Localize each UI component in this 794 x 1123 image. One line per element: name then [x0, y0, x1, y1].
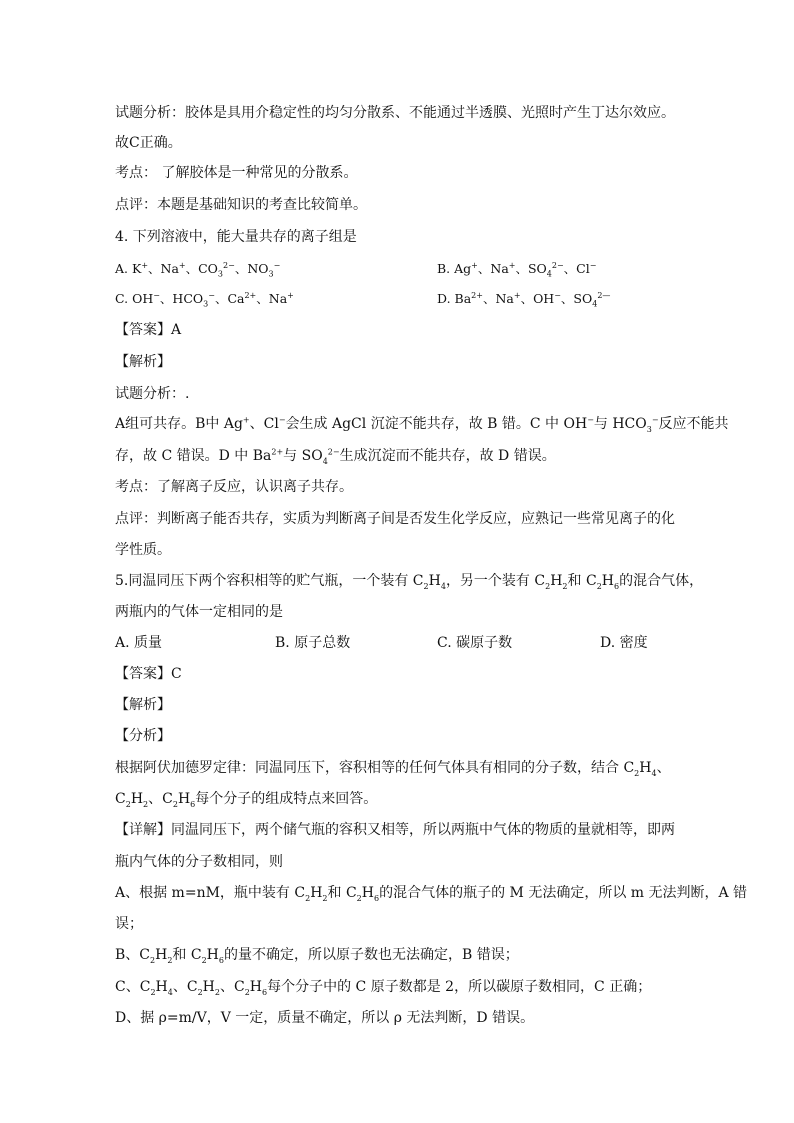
jiexi-label: 【解析】 [115, 354, 171, 370]
q4-option-d: D. $Ba^{2+}$、Na+、OH−、$SO_4^{2—}$ [437, 290, 611, 309]
kaodian-line: 考点：了解离子反应，认识离子共存。 [115, 479, 353, 495]
q5-option-d: D. 密度 [600, 635, 648, 651]
q5-option-c: C. 碳原子数 [437, 635, 513, 651]
analysis-line: 试题分析：胶体是具用介稳定性的均匀分散系、不能通过半透膜、光照时产生丁达尔效应。 [115, 105, 675, 121]
q5-option-b: B. 原子总数 [275, 635, 351, 651]
xiangjie-line: 【详解】同温同压下，两个储气瓶的容积又相等，所以两瓶中气体的物质的量就相等，即两 [115, 822, 675, 838]
q4-option-c: C. OH−、$HCO_3^-$、$Ca^{2+}$、Na+ [115, 290, 294, 309]
q5-detail-a: A、根据 m=nM，瓶中装有 $C_2H_2$和 $C_2H_6$的混合气体的瓶子的 M 无法确定，所以 m 无法判断，A 错 [115, 885, 748, 903]
q5-analysis-line: 根据阿伏加德罗定律：同温同压下，容积相等的任何气体具有相同的分子数，结合 $C_2H_4$、 [115, 760, 671, 778]
q5-detail-c: C、$C_2H_4$、$C_2H_2$、$C_2H_6$每个分子中的 C 原子数都是 2，所以碳原子数相同，C 正确； [115, 979, 652, 997]
q4-explanation-line: 存，故 C 错误。D 中 $Ba^{2+}$与 $SO_4^{2-}$生成沉淀而不能共存，故 D 错误。 [115, 447, 556, 466]
question-5-stem: 两瓶内的气体一定相同的是 [115, 604, 283, 620]
q4-explanation-line: A组可共存。B中 Ag+、Cl−会生成 AgCl 沉淀不能共存，故 B 错。C 中 OH−与 $HCO_3^-$反应不能共 [115, 415, 729, 434]
answer-label: 【答案】A [115, 322, 182, 338]
q5-analysis-line: $C_2H_2$、$C_2H_6$每个分子的组成特点来回答。 [115, 791, 378, 809]
answer-label: 【答案】C [115, 666, 182, 682]
question-4-stem: 4. 下列溶液中，能大量共存的离子组是 [115, 229, 357, 245]
q5-option-a: A. 质量 [115, 635, 163, 651]
question-5-stem: 5.同温同压下两个容积相等的贮气瓶，一个装有 $C_2H_4$，另一个装有 $C_2H_2$和 $C_2H_6$的混合气体， [115, 573, 704, 591]
fenxi-label: 【分析】 [115, 728, 171, 744]
analysis-line: 试题分析：. [115, 386, 190, 402]
q5-detail-d: D、据 ρ=m/V，V 一定，质量不确定，所以 ρ 无法判断，D 错误。 [115, 1010, 535, 1026]
q4-option-a: A. K+、Na+、$CO_3^{2-}$、$NO_3^-$ [115, 260, 281, 279]
dianping-line: 点评：本题是基础知识的考查比较简单。 [115, 197, 367, 213]
jiexi-label: 【解析】 [115, 697, 171, 713]
xiangjie-line: 瓶内气体的分子数相同，则 [115, 854, 283, 870]
kaodian-line: 考点： 了解胶体是一种常见的分散系。 [115, 165, 358, 181]
q5-detail-a: 误； [115, 916, 143, 932]
dianping-line: 学性质。 [115, 542, 171, 558]
q5-detail-b: B、$C_2H_2$和 $C_2H_6$的量不确定，所以原子数也无法确定，B 错误； [115, 947, 519, 965]
xiangjie-label: 【详解】 [115, 822, 171, 838]
q4-option-b: B. Ag+、Na+、$SO_4^{2-}$、Cl− [437, 260, 597, 279]
dianping-line: 点评：判断离子能否共存，实质为判断离子间是否发生化学反应，应熟记一些常见离子的化 [115, 511, 675, 527]
analysis-line: 故C正确。 [115, 135, 182, 151]
